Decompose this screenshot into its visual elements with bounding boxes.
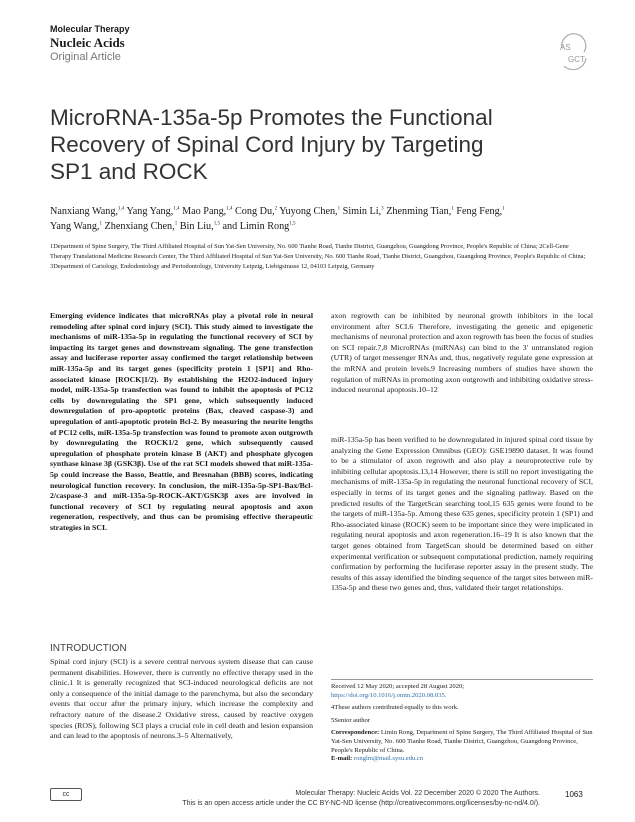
received-date: Received 12 May 2020; accepted 28 August 2020;	[331, 683, 465, 690]
svg-text:GCT: GCT	[568, 55, 585, 64]
email-label: E-mail:	[331, 755, 353, 763]
senior-author-note: 5Senior author	[331, 716, 371, 724]
footer-citation: Molecular Therapy: Nucleic Acids Vol. 22 December 2020 © 2020 The Authors.	[295, 790, 540, 797]
footer-license[interactable]: This is an open access article under the CC BY-NC-ND license (http://creativecommons.org/licenses/by-nc-nd/4.0/).	[182, 800, 540, 807]
journal-header	[50, 24, 130, 64]
equal-contribution-note: 4These authors contributed equally to this work.	[331, 704, 459, 712]
body-paragraph-1: axon regrowth can be inhibited by neuronal growth inhibitors in the local environment after SCI.6 Therefore, investigating the genetic and epigenetic mechanisms of neuronal protection and axon regrowth has been the focus of studies on SCI repair.7,8 MicroRNAs (miRNAs) can bind to the 3′ untranslated region (UTR) of target messenger RNAs and, thus, negatively regulate gene expression at the mRNA and protein levels.9 Increasing numbers of studies have shown the regulation of miRNAs in promoting axon outgrowth and inhibiting oxidative stress-induced neuronal apoptosis.10–12	[331, 311, 593, 395]
article-title: MicroRNA-135a-5p Promotes the Functional Recovery of Spinal Cord Injury by Targeting SP1 and ROCK	[50, 105, 493, 184]
cc-license-icon: cc	[50, 788, 82, 801]
journal-name-line2: Nucleic Acids	[50, 35, 125, 50]
body-paragraph-2: miR-135a-5p has been verified to be downregulated in injured spinal cord tissue by analyzing the Gene Expression Omnibus (GEO): GSE19890 dataset. It was found to be a stimulator of axon regrowth and also play a neuroprotective role by inhibiting cellular apoptosis.13,14 However, there is still no report investigating the mechanisms of miR-135a-5p in regulating the neuronal functional recovery of SCI, especially in terms of its target genes and the signaling pathway. Based on the predicted results of the TargetScan searching tool,15 635 genes were found to be the targets of miR-135a-5p. Among these 635 genes, specificity protein 1 (SP1) and Rho-associated kinase (ROCK) seem to be important since they were implicated in regulating neural apoptosis and axon regeneration.16–19 It is also known that the target genes obtained from TargetScan should be determined based on either experimental verification or subsequent computational prediction, namely requiring confirmation by performing the luciferase reporter assay in the present study. The results of this assay identified the binding sequence of the target sites between miR-135a-5p and these two genes and, thus, validated their target relationships.	[331, 435, 593, 593]
email-link[interactable]: ronglm@mail.sysu.edu.cn	[353, 755, 424, 763]
asgct-logo-icon	[556, 28, 590, 70]
correspondence-text: Limin Rong, Department of Spine Surgery, The Third Affiliated Hospital of Sun Yat-Sen University, No. 600 Tianhe Road, Tianhe District, Guangzhou, Guangdong Province, People's Republic of China.	[331, 729, 593, 754]
article-type: Original Article	[50, 51, 121, 63]
email-line	[331, 755, 593, 764]
correspondence	[331, 729, 593, 755]
abstract: Emerging evidence indicates that microRNAs play a pivotal role in neural remodeling after spinal cord injury (SCI). This study aimed to investigate the mechanisms of miR-135a-5p in regulating the functional recovery of SCI by impacting its target genes and downstream signaling. The gene transfection assay and luciferase reporter assay confirmed the target relationship between miR-135a-5p and its target genes (specificity protein 1 [SP1] and Rho-associated kinase [ROCK]1/2). By establishing the H2O2-induced injury model, miR-135a-5p transfection was found to inhibit the apoptosis of PC12 cells by downregulating the SP1 gene, which subsequently induced downregulation of pro-apoptotic proteins (Bax, cleaved caspase-3) and upregulation of anti-apoptotic protein Bcl-2. By measuring the neurite lengths of PC12 cells, miR-135a-5p transfection was found to promote axon outgrowth by downregulating the ROCK1/2 gene, which subsequently caused upregulation of phosphate protein kinase B (AKT) and phosphate glycogen synthase kinase 3β (GSK3β). Use of the rat SCI models showed that miR-135a-5p could increase the Basso, Beattie, and Bresnahan (BBB) scores, indicating neurological function recovery. In conclusion, the miR-135a-5p-SP1-Bax/Bcl-2/caspase-3 and miR-135a-5p-ROCK-AKT/GSK3β axes are involved in functional recovery of SCI by regulating neural apoptosis and axon regeneration, respectively, and thus can be promising effective therapeutic strategies in SCI.	[50, 311, 313, 532]
introduction-paragraph: Spinal cord injury (SCI) is a severe central nervous system disease that can cause permanent disabilities. However, there is currently no effective therapy used in the clinic.1 It is generally recognized that SCI-induced neurological deficits are not only a consequence of the initial damage to the parenchyma, but also the secondary events that occur after the primary injury, which increase the complexity and refractory nature of the disease.2 Oxidative stress, caused by reactive oxygen species (ROS), following SCI plays a crucial role in cell death and lesion expansion and can lead to the apoptosis of neurons.3–5 Alternatively,	[50, 657, 313, 741]
journal-name-line1: Molecular Therapy	[50, 24, 130, 34]
correspondence-label: Correspondence:	[331, 729, 380, 737]
page-number: 1063	[565, 790, 583, 799]
svg-text:AS: AS	[560, 43, 571, 52]
article-info-box	[331, 683, 593, 764]
doi-link[interactable]: https://doi.org/10.1016/j.omtn.2020.08.035.	[331, 691, 447, 699]
infobox-divider	[331, 679, 593, 680]
section-heading-introduction: INTRODUCTION	[50, 643, 127, 654]
affiliations: 1Department of Spine Surgery, The Third Affiliated Hospital of Sun Yat-Sen University, No. 600 Tianhe Road, Tianhe District, Guangzhou, Guangdong Province, People's Republic of China; 2Cell-Gene Therapy Translational Medicine Research Center, The Third Affiliated Hospital of Sun Yat-Sen University, No. 600 Tianhe Road, Tianhe District, Guangzhou, Guangdong Province, People's Republic of China; 3Department of Cariology, Endodontology and Periodontology, University Leipzig, Liebigstrasse 12, 04103 Leipzig, Germany	[50, 243, 586, 270]
author-list: Nanxiang Wang,$^{1,4}$ Yang Yang,$^{1,4}$ Mao Pang,$^{1,4}$ Cong Du,$^2$ Yuyong Chen,$^1$ Simin Li,$^3$ Zhenming Tian,$^1$ Feng Feng,$^1$ Yang Wang,$^1$ Zhenxiang Chen,$^1$ Bin Liu,$^{1,5}$ and Limin Rong$^{1,5}$	[50, 206, 505, 232]
